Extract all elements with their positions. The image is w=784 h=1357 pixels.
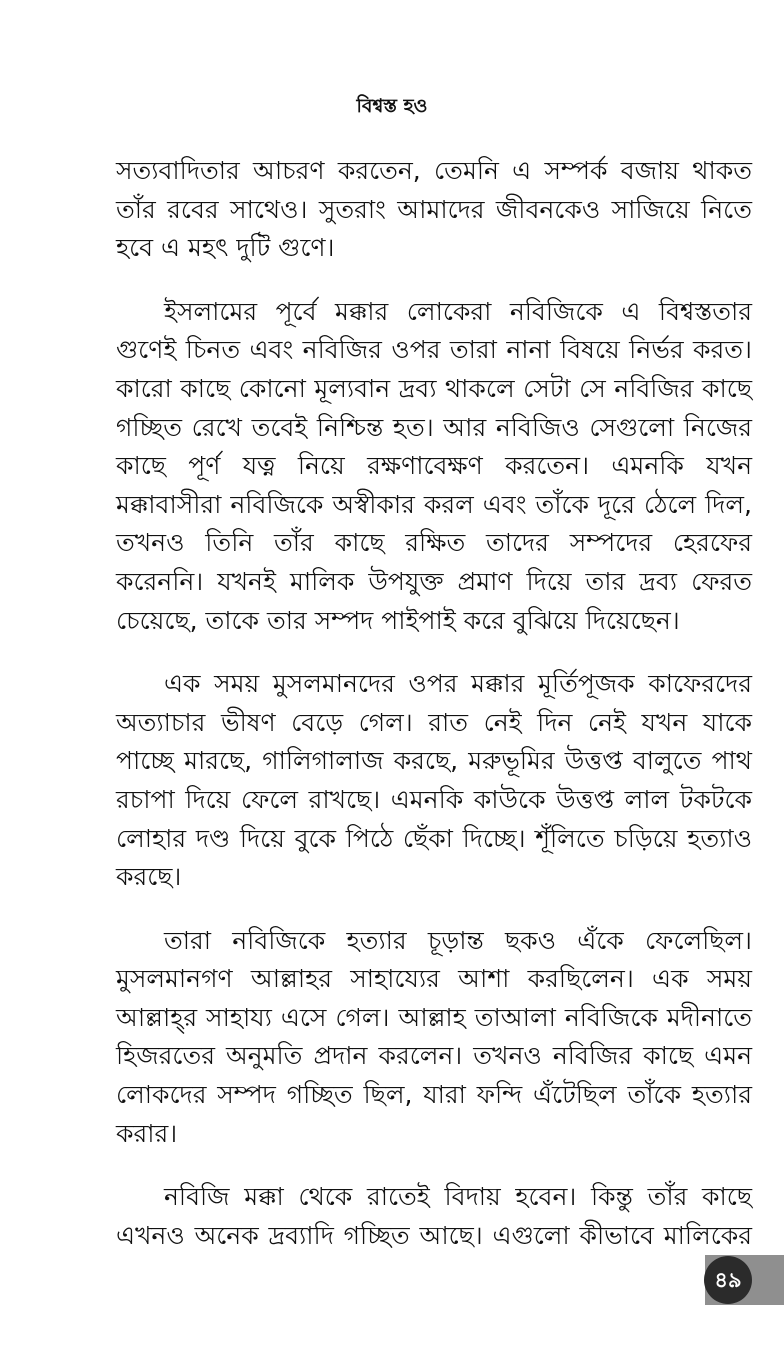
text-line: পাচ্ছে মারছে, গালিগালাজ করছে, মরুভূমির উত্তপ্ত বালুতে পাথ	[116, 746, 752, 776]
text-line: গুণেই চিনত এবং নবিজির ওপর তারা নানা বিষয়ে নির্ভর করত।	[116, 335, 752, 365]
text-line: কারো কাছে কোনো মূল্যবান দ্রব্য থাকলে সেটা সে নবিজির কাছে	[116, 373, 752, 403]
text-line: ইসলামের পূর্বে মক্কার লোকেরা নবিজিকে এ বিশ্বস্ততার	[164, 296, 752, 326]
text-line: এখনও অনেক দ্রব্যাদি গচ্ছিত আছে। এগুলো কীভাবে মালিকের	[116, 1220, 752, 1250]
text-line: তখনও তিনি তাঁর কাছে রক্ষিত তাদের সম্পদের হেরফের	[116, 528, 752, 558]
text-line: আল্লাহ্‌র সাহায্য এসে গেল। আল্লাহ তাআলা নবিজিকে মদীনাতে	[116, 1002, 752, 1032]
paragraph-5	[116, 1178, 752, 1255]
text-line: লোহার দণ্ড দিয়ে বুকে পিঠে ছেঁকা দিচ্ছে। শূঁলিতে চড়িয়ে হত্যাও	[116, 823, 752, 853]
text-line: কাছে পূর্ণ যত্ন নিয়ে রক্ষণাবেক্ষণ করতেন। এমনকি যখন	[116, 451, 752, 481]
text-line: করছে।	[116, 862, 182, 892]
page-body	[116, 152, 752, 1255]
text-line: হিজরতের অনুমতি প্রদান করলেন। তখনও নবিজির কাছে এমন	[116, 1041, 752, 1071]
text-line: এক সময় মুসলমানদের ওপর মক্কার মূর্তিপূজক কাফেরদের	[164, 669, 752, 699]
text-line: চেয়েছে, তাকে তার সম্পদ পাইপাই করে বুঝিয়ে দিয়েছেন।	[116, 605, 680, 635]
text-line: হবে এ মহৎ দুটি গুণে।	[116, 233, 335, 263]
paragraph-1	[116, 152, 752, 268]
text-line: তাঁর রবের সাথেও। সুতরাং আমাদের জীবনকেও সাজিয়ে নিতে	[116, 194, 752, 224]
paragraph-2	[116, 293, 752, 640]
text-line: সত্যবাদিতার আচরণ করতেন, তেমনি এ সম্পর্ক বজায় থাকত	[116, 156, 752, 185]
text-line: রচাপা দিয়ে ফেলে রাখছে। এমনকি কাউকে উত্তপ্ত লাল টকটকে	[116, 784, 752, 814]
page-number-badge: ৪৯	[704, 1256, 752, 1304]
paragraph-4	[116, 922, 752, 1154]
text-line: তারা নবিজিকে হত্যার চূড়ান্ত ছকও এঁকে ফেলেছিল।	[164, 925, 752, 955]
text-line: গচ্ছিত রেখে তবেই নিশ্চিন্ত হত। আর নবিজিও সেগুলো নিজের	[116, 412, 752, 442]
text-line: করেননি। যখনই মালিক উপযুক্ত প্রমাণ দিয়ে তার দ্রব্য ফেরত	[116, 566, 752, 596]
text-line: করার।	[116, 1118, 178, 1148]
paragraph-3	[116, 665, 752, 897]
running-header: বিশ্বস্ত হও	[356, 95, 428, 117]
text-line: মুসলমানগণ আল্লাহর সাহায্যের আশা করছিলেন। এক সময়	[116, 964, 752, 994]
text-line: নবিজি মক্কা থেকে রাতেই বিদায় হবেন। কিন্তু তাঁর কাছে	[164, 1182, 752, 1212]
text-line: অত্যাচার ভীষণ বেড়ে গেল। রাত নেই দিন নেই যখন যাকে	[116, 707, 752, 737]
text-line: লোকদের সম্পদ গচ্ছিত ছিল, যারা ফন্দি এঁটেছিল তাঁকে হত্যার	[116, 1080, 752, 1110]
text-line: মক্কাবাসীরা নবিজিকে অস্বীকার করল এবং তাঁকে দূরে ঠেলে দিল,	[116, 489, 752, 519]
